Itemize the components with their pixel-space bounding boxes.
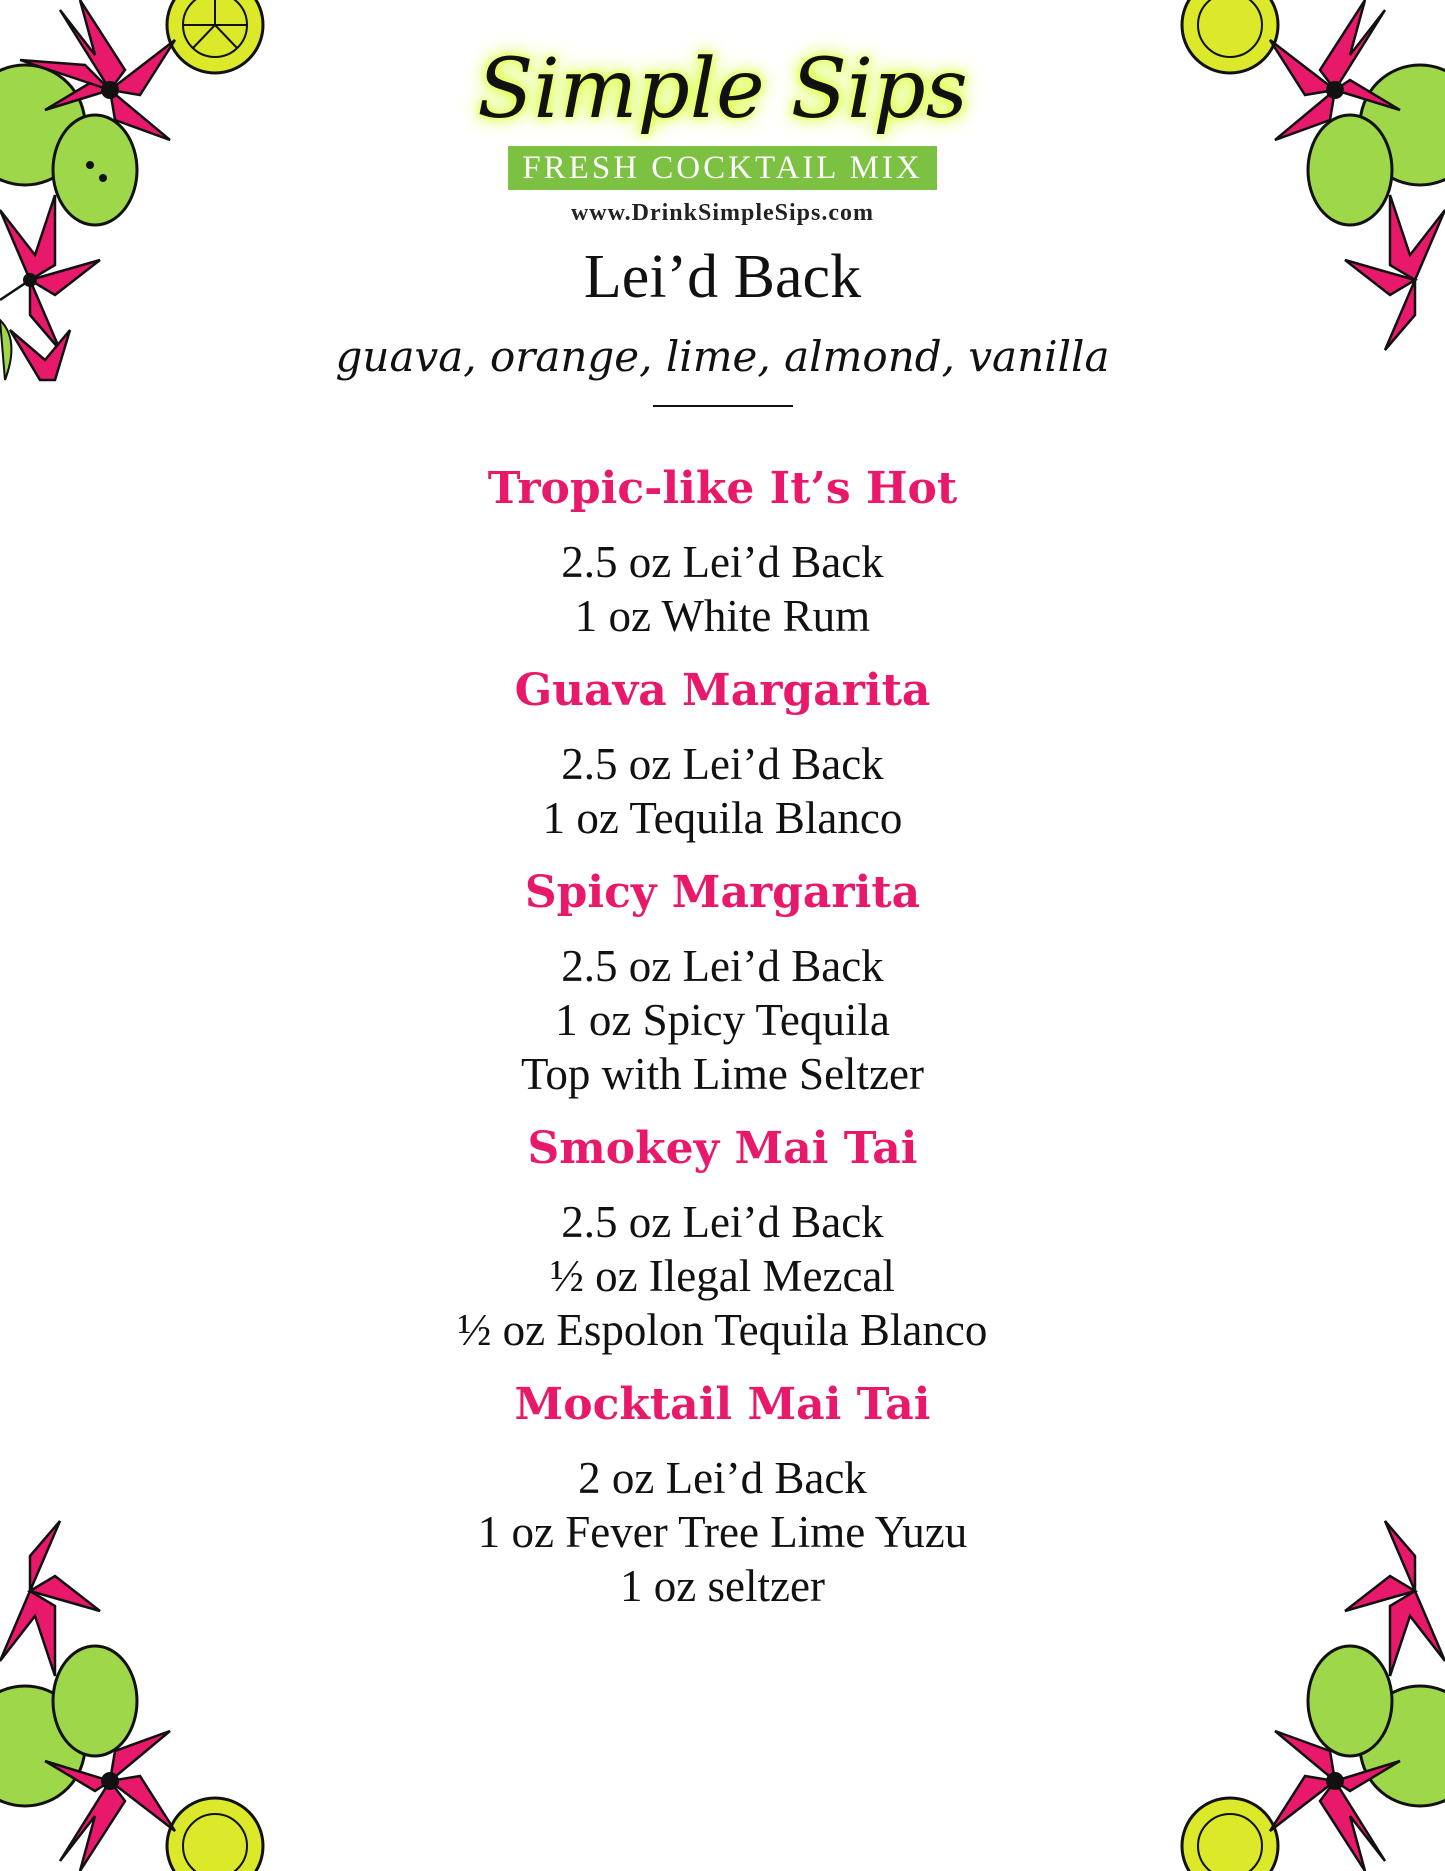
recipe-name: Guava Margarita: [514, 665, 931, 716]
ingredient: ½ oz Espolon Tequila Blanco: [457, 1305, 988, 1355]
website-url: www.DrinkSimpleSips.com: [570, 200, 875, 226]
ingredient: 1 oz seltzer: [620, 1561, 825, 1611]
ingredient: 2.5 oz Lei’d Back: [561, 739, 884, 789]
recipe-name: Mocktail Mai Tai: [514, 1379, 931, 1430]
recipe-item: [488, 461, 957, 643]
tagline-badge: FRESH COCKTAIL MIX: [508, 146, 936, 190]
recipe-item: [458, 1121, 988, 1357]
ingredient: 1 oz Spicy Tequila: [555, 995, 890, 1045]
brand-logo: Simple Sips: [477, 42, 968, 137]
ingredient: Top with Lime Seltzer: [520, 1049, 924, 1099]
ingredient: 1 oz White Rum: [574, 591, 871, 641]
product-title: Lei’d Back: [583, 243, 862, 311]
recipe-item: [521, 865, 924, 1101]
ingredient-list: [458, 1195, 988, 1357]
ingredient: ½ oz Ilegal Mezcal: [550, 1251, 895, 1301]
ingredient-list: [543, 737, 903, 845]
ingredient-list: [521, 939, 924, 1101]
ingredient-list: [561, 535, 883, 643]
flavor-notes: guava, orange, lime, almond, vanilla: [335, 332, 1110, 381]
ingredient: 2.5 oz Lei’d Back: [561, 537, 884, 587]
ingredient-list: [478, 1451, 968, 1613]
recipe-name: Smokey Mai Tai: [527, 1123, 918, 1174]
recipe-list: [458, 461, 988, 1613]
recipe-name: Spicy Margarita: [524, 867, 921, 918]
ingredient: 2 oz Lei’d Back: [578, 1453, 867, 1503]
ingredient: 2.5 oz Lei’d Back: [561, 1197, 884, 1247]
divider: [653, 405, 793, 407]
ingredient: 1 oz Tequila Blanco: [542, 793, 903, 843]
ingredient: 1 oz Fever Tree Lime Yuzu: [477, 1507, 968, 1557]
ingredient: 2.5 oz Lei’d Back: [561, 941, 884, 991]
recipe-item: [515, 663, 931, 845]
recipe-item: [478, 1377, 968, 1613]
recipe-name: Tropic-like It’s Hot: [487, 463, 958, 514]
